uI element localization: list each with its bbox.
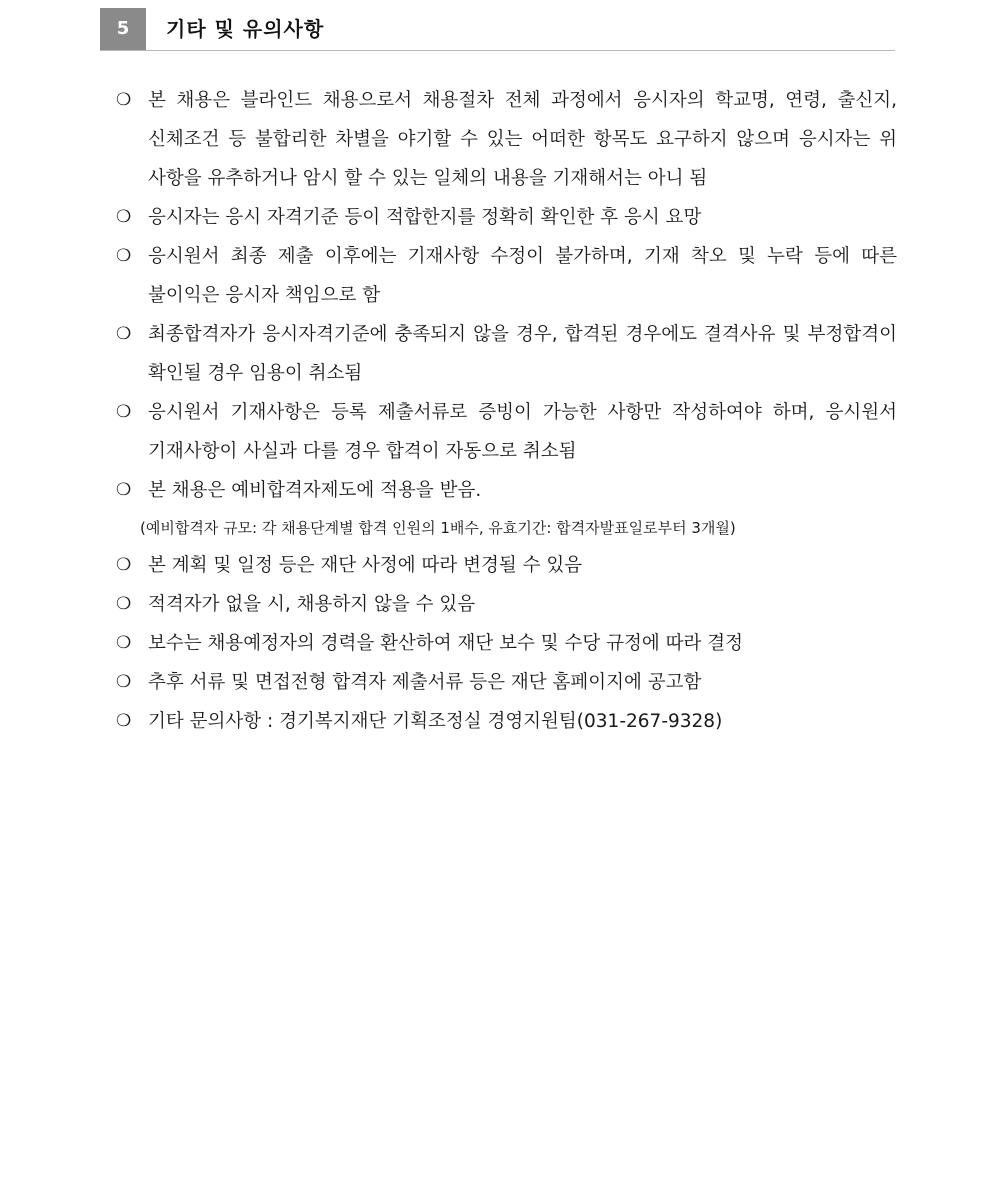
circle-bullet-icon: ❍ — [116, 711, 132, 731]
notice-item-text: 적격자가 없을 시, 채용하지 않을 수 있음 — [148, 594, 476, 615]
circle-bullet-icon: ❍ — [116, 402, 132, 422]
notice-item-contact — [116, 702, 897, 741]
notice-item-disqualification — [116, 315, 897, 393]
notice-item-schedule-change — [116, 546, 897, 585]
notice-item-eligibility — [116, 198, 897, 237]
section-number-badge: 5 — [100, 8, 146, 50]
section-header — [100, 8, 895, 51]
notice-item-text: 추후 서류 및 면접전형 합격자 제출서류 등은 재단 홈페이지에 공고함 — [148, 672, 702, 693]
circle-bullet-icon: ❍ — [116, 480, 132, 500]
notice-item-no-qualified — [116, 585, 897, 624]
circle-bullet-icon: ❍ — [116, 594, 132, 614]
notice-item-text: 응시원서 최종 제출 이후에는 기재사항 수정이 불가하며, 기재 착오 및 누락 등에 따른 불이익은 응시자 책임으로 함 — [148, 246, 897, 306]
notice-item-text: 응시자는 응시 자격기준 등이 적합한지를 정확히 확인한 후 응시 요망 — [148, 207, 702, 228]
circle-bullet-icon: ❍ — [116, 324, 132, 344]
notice-item-announcement — [116, 663, 897, 702]
notice-item-application-edit — [116, 237, 897, 315]
circle-bullet-icon: ❍ — [116, 90, 132, 110]
notice-item-blind-hiring — [116, 81, 897, 198]
notice-item-text: 기타 문의사항 : 경기복지재단 기획조정실 경영지원팀(031-267-9328) — [148, 711, 723, 732]
reserve-candidates-note: (예비합격자 규모: 각 채용단계별 합격 인원의 1배수, 유효기간: 합격자발표일로부터 3개월) — [140, 519, 736, 537]
notice-item-documentation — [116, 393, 897, 471]
notice-item-text: 보수는 채용예정자의 경력을 환산하여 재단 보수 및 수당 규정에 따라 결정 — [148, 633, 743, 654]
notice-item-text: 응시원서 기재사항은 등록 제출서류로 증빙이 가능한 사항만 작성하여야 하며, 응시원서 기재사항이 사실과 다를 경우 합격이 자동으로 취소됨 — [148, 402, 897, 462]
notice-list — [116, 81, 897, 741]
notice-item-salary — [116, 624, 897, 663]
circle-bullet-icon: ❍ — [116, 555, 132, 575]
section-title: 기타 및 유의사항 — [166, 17, 325, 41]
notice-item-text: 본 채용은 블라인드 채용으로서 채용절차 전체 과정에서 응시자의 학교명, 연령, 출신지, 신체조건 등 불합리한 차별을 야기할 수 있는 어떠한 항목도 요구하지 않으며 응시자는 위 사항을 유추하거나 암시 할 수 있는 일체의 내용을 기재해서는 아니 됨 — [148, 90, 897, 189]
notice-item-text: 본 계획 및 일정 등은 재단 사정에 따라 변경될 수 있음 — [148, 555, 583, 576]
notice-item-reserve-candidates — [116, 471, 897, 510]
notice-item-text: 본 채용은 예비합격자제도에 적용을 받음. — [148, 480, 482, 501]
circle-bullet-icon: ❍ — [116, 633, 132, 653]
notice-item-text: 최종합격자가 응시자격기준에 충족되지 않을 경우, 합격된 경우에도 결격사유 및 부정합격이 확인될 경우 임용이 취소됨 — [148, 324, 897, 384]
circle-bullet-icon: ❍ — [116, 672, 132, 692]
circle-bullet-icon: ❍ — [116, 207, 132, 227]
circle-bullet-icon: ❍ — [116, 246, 132, 266]
